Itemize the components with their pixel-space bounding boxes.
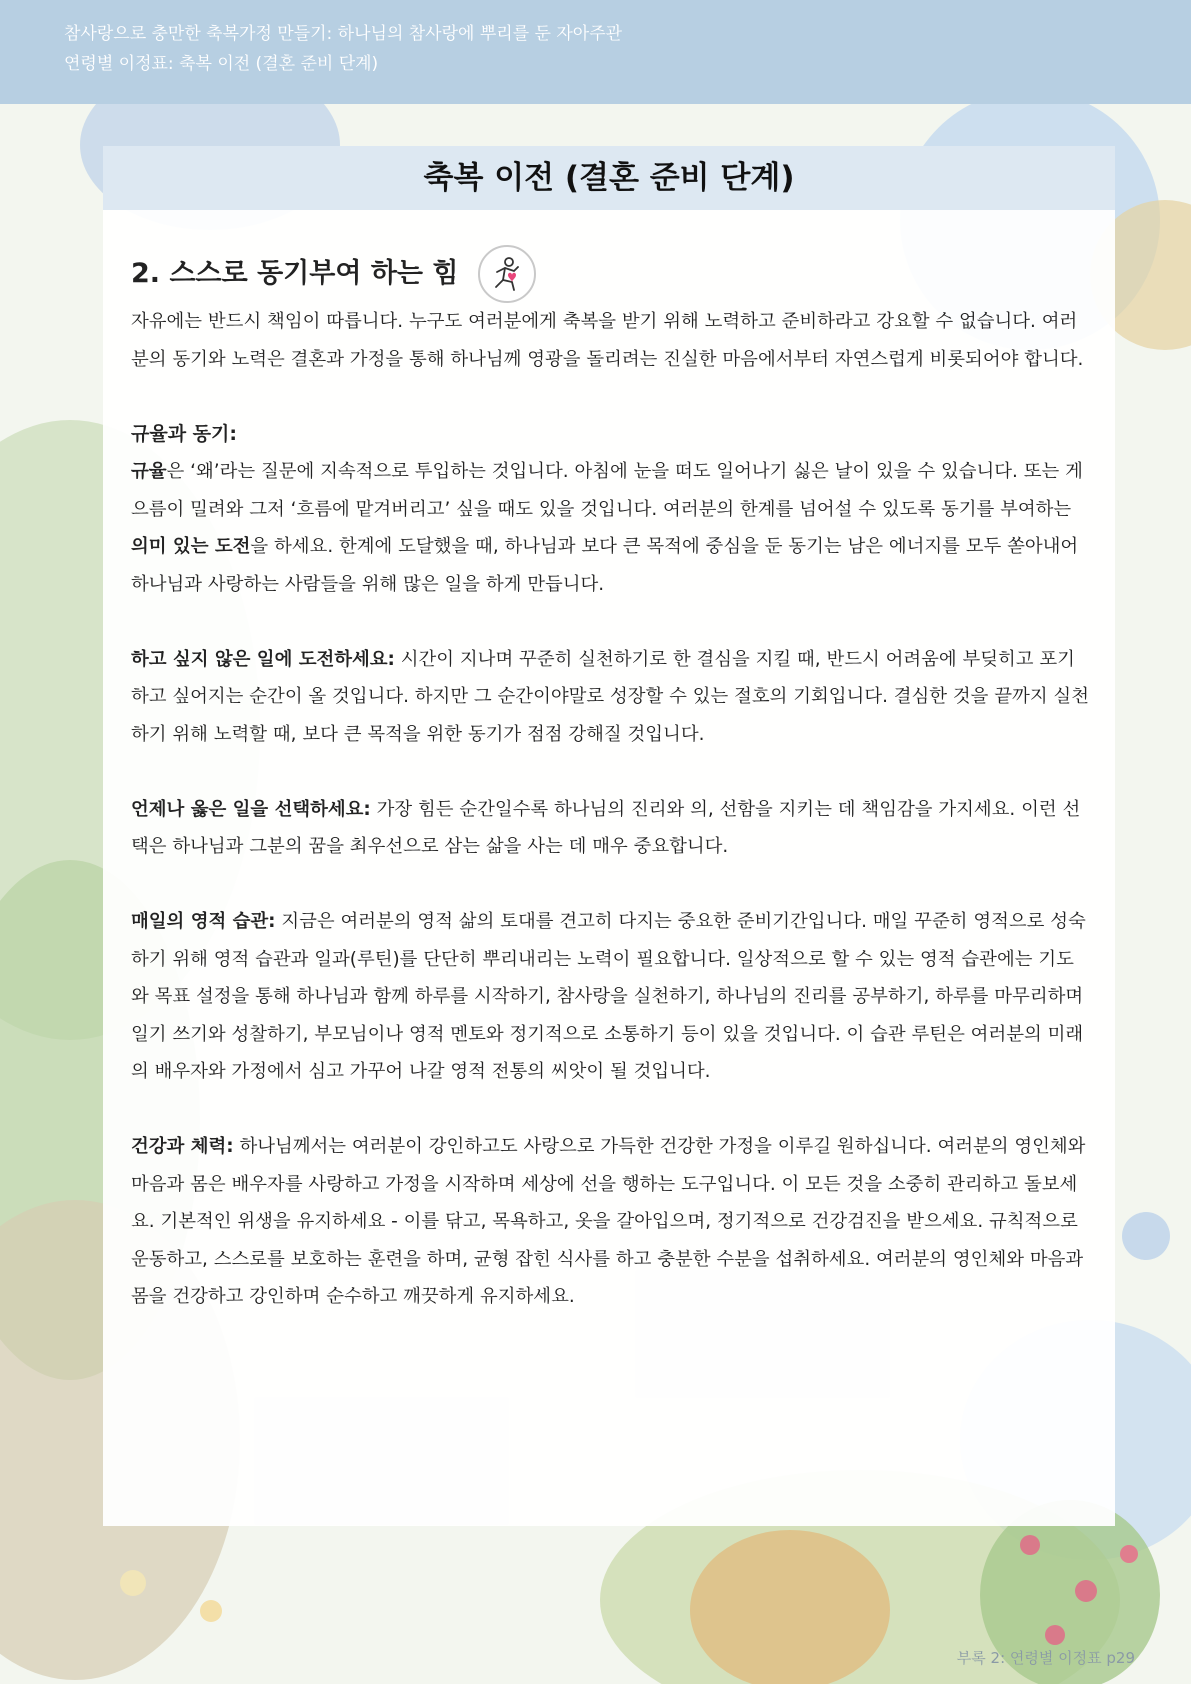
discipline-lead: 규율	[131, 461, 167, 482]
habits-paragraph	[131, 903, 1091, 1091]
breadcrumb: 연령별 이정표: 축복 이전 (결혼 준비 단계)	[64, 54, 379, 74]
main-content	[131, 245, 1091, 1316]
challenge-text: 시간이 지나며 꾸준히 실천하기로 한 결심을 지킬 때, 반드시 어려움에 부딪히고 포기하고 싶어지는 순간이 올 것입니다. 하지만 그 순간이야말로 성장할 수 있는 절호의 기회입니다. 결심한 것을 끝까지 실천하기 위해 노력할 때, 보다 큰 목적을 위한 동기가 점점 강해질 것입니다.	[131, 648, 1089, 745]
health-paragraph	[131, 1128, 1091, 1316]
health-lead: 건강과 체력:	[131, 1136, 234, 1157]
intro-paragraph: 자유에는 반드시 책임이 따릅니다. 누구도 여러분에게 축복을 받기 위해 노력하고 준비하라고 강요할 수 없습니다. 여러분의 동기와 노력은 결혼과 가정을 통해 하나님께 영광을 돌리려는 진실한 마음에서부터 자연스럽게 비롯되어야 합니다.	[131, 311, 1084, 370]
challenge-lead: 하고 싶지 않은 일에 도전하세요:	[131, 648, 395, 670]
section-heading-text: 2. 스스로 동기부여 하는 힘	[131, 258, 459, 289]
section-heading	[131, 245, 1091, 303]
page-footer: 부록 2: 연령별 이정표 p29	[956, 1649, 1135, 1667]
habits-text: 지금은 여러분의 영적 삶의 토대를 견고히 다지는 중요한 준비기간입니다. 매일 꾸준히 영적으로 성숙하기 위해 영적 습관과 일과(루틴)를 단단히 뿌리내리는 노력이 필요합니다. 일상적으로 할 수 있는 영적 습관에는 기도와 목표 설정을 통해 하나님과 함께 하루를 시작하기, 참사랑을 실천하기, 하나님의 진리를 공부하기, 하루를 마무리하며 일기 쓰기와 성찰하기, 부모님이나 영적 멘토와 정기적으로 소통하기 등이 있을 것입니다. 이 습관 루틴은 여러분의 미래의 배우자와 가정에서 심고 가꾸어 나갈 영적 전통의 씨앗이 될 것입니다.	[131, 911, 1086, 1082]
runner-heart-icon	[478, 245, 536, 303]
page-title-bar	[103, 146, 1115, 210]
discipline-emphasis: 의미 있는 도전	[131, 536, 251, 557]
choice-text: 가장 힘든 순간일수록 하나님의 진리와 의, 선함을 지키는 데 책임감을 가지세요. 이런 선택은 하나님과 그분의 꿈을 최우선으로 삼는 삶을 사는 데 매우 중요합니다.	[131, 798, 1081, 857]
choice-paragraph	[131, 791, 1091, 866]
discipline-text-1: 은 ‘왜’라는 질문에 지속적으로 투입하는 것입니다. 아침에 눈을 떠도 일어나기 싫은 날이 있을 수 있습니다. 또는 게으름이 밀려와 그저 ‘흐름에 맡겨버리고’ 싶을 때도 있을 것입니다. 여러분의 한계를 넘어설 수 있도록 동기를 부여하는	[131, 461, 1083, 520]
habits-lead: 매일의 영적 습관:	[131, 911, 276, 932]
challenge-paragraph	[131, 641, 1091, 754]
discipline-text-2: 을 하세요. 한계에 도달했을 때, 하나님과 보다 큰 목적에 중심을 둔 동기는 남은 에너지를 모두 쏟아내어 하나님과 사랑하는 사람들을 위해 많은 일을 하게 만듭니다.	[131, 536, 1079, 595]
document-title: 참사랑으로 충만한 축복가정 만들기: 하나님의 참사랑에 뿌리를 둔 자아주관	[64, 24, 623, 44]
header-band	[0, 0, 1191, 104]
discipline-paragraph	[131, 453, 1091, 603]
health-text: 하나님께서는 여러분이 강인하고도 사랑으로 가득한 건강한 가정을 이루길 원하십니다. 여러분의 영인체와 마음과 몸은 배우자를 사랑하고 가정을 시작하며 세상에 선을 행하는 도구입니다. 이 모든 것을 소중히 관리하고 돌보세요. 기본적인 위생을 유지하세요 - 이를 닦고, 목욕하고, 옷을 갈아입으며, 정기적으로 건강검진을 받으세요. 규칙적으로 운동하고, 스스로를 보호하는 훈련을 하며, 균형 잡힌 식사를 하고 충분한 수분을 섭취하세요. 여러분의 영인체와 마음과 몸을 건강하고 강인하며 순수하고 깨끗하게 유지하세요.	[131, 1136, 1086, 1307]
page-title: 축복 이전 (결혼 준비 단계)	[423, 160, 795, 196]
choice-lead: 언제나 옳은 일을 선택하세요:	[131, 798, 371, 820]
discipline-heading: 규율과 동기:	[131, 422, 237, 445]
